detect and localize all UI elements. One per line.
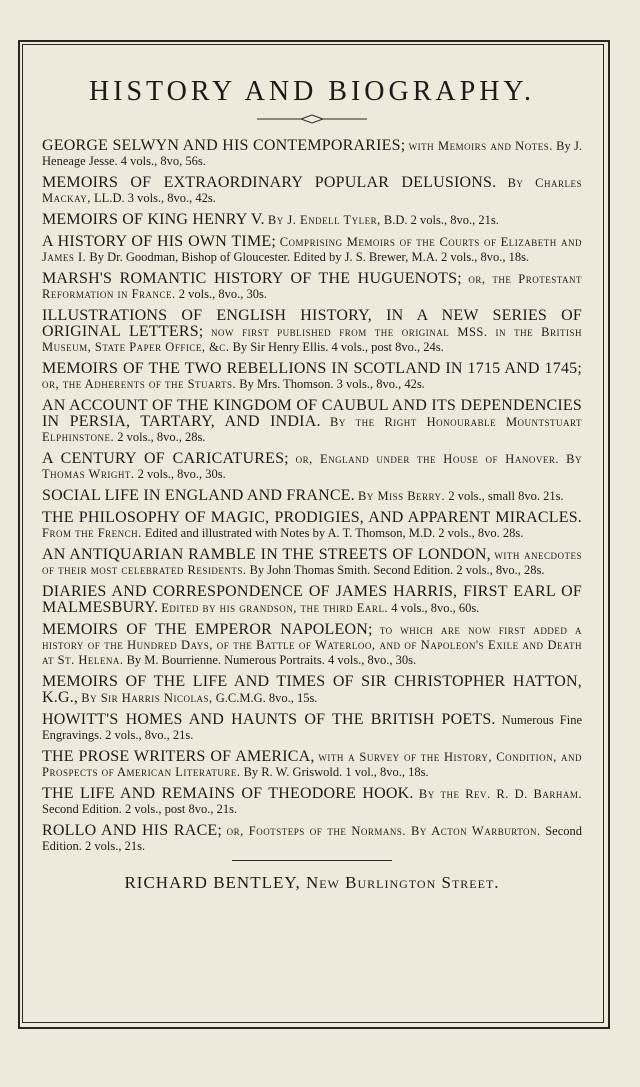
book-subtitle: now first published from the original MSS. in the British Museum, State Paper Office, &c. — [42, 325, 583, 354]
book-subtitle: Comprising Memoirs of the Courts of Elizabeth and James I. — [42, 235, 582, 264]
book-title: GEORGE SELWYN AND HIS CONTEMPORARIES; — [42, 137, 406, 154]
divider-rule — [232, 860, 392, 861]
book-details: G.C.M.G. 8vo., 15s. — [215, 691, 318, 705]
book-title: DIARIES AND CORRESPONDENCE OF JAMES HARRIS, FIRST EARL OF MALMESBURY. — [42, 583, 582, 616]
book-entry — [42, 547, 582, 578]
book-title: THE LIFE AND REMAINS OF THEODORE HOOK. — [42, 785, 414, 802]
book-title: MEMOIRS OF THE LIFE AND TIMES OF SIR CHRISTOPHER HATTON, K.G., — [42, 673, 582, 706]
book-title: THE PROSE WRITERS OF AMERICA, — [42, 748, 315, 765]
book-title: ILLUSTRATIONS OF ENGLISH HISTORY, IN A NEW SERIES OF ORIGINAL LETTERS; — [42, 307, 582, 340]
book-entry — [42, 234, 582, 265]
page-title: HISTORY AND BIOGRAPHY. — [88, 76, 536, 107]
book-title: THE PHILOSOPHY OF MAGIC, PRODIGIES, AND APPARENT MIRACLES. — [42, 509, 582, 526]
book-details: By John Thomas Smith. Second Edition. 2 vols., 8vo., 28s. — [249, 563, 545, 577]
book-subtitle: By J. Endell Tyler, — [267, 213, 381, 227]
book-details: LL.D. 3 vols., 8vo., 42s. — [94, 191, 216, 205]
book-subtitle: with a Survey of the History, Condition, and Prospects of American Literature. — [42, 750, 583, 779]
book-entry — [42, 488, 582, 504]
book-details: 2 vols., 8vo., 28s. — [117, 430, 206, 444]
publisher-name: RICHARD BENTLEY, — [124, 873, 301, 892]
book-details: By Dr. Goodman, Bishop of Gloucester. Edited by J. S. Brewer, M.A. 2 vols., 8vo., 18s. — [89, 250, 530, 264]
book-details: Second Edition. 2 vols., post 8vo., 21s. — [42, 802, 238, 816]
book-entry — [42, 622, 582, 668]
book-subtitle: By Charles Mackay, — [42, 176, 583, 205]
book-title: MEMOIRS OF EXTRAORDINARY POPULAR DELUSIONS. — [42, 174, 497, 191]
book-entry — [42, 510, 582, 541]
book-entry — [42, 138, 582, 169]
book-title: MARSH'S ROMANTIC HISTORY OF THE HUGUENOTS; — [42, 270, 462, 287]
book-entry — [42, 749, 582, 780]
publisher-line — [42, 873, 582, 893]
book-details: Edited and illustrated with Notes by A. T. Thomson, M.D. 2 vols., 8vo. 28s. — [144, 526, 524, 540]
book-details: Numerous Fine Engravings. 2 vols., 8vo., 21s. — [42, 713, 582, 742]
book-subtitle: or, the Protestant Reformation in France. — [42, 272, 582, 301]
book-subtitle: By the Right Honourable Mountstuart Elphinstone. — [42, 415, 583, 444]
book-title: HOWITT'S HOMES AND HAUNTS OF THE BRITISH POETS. — [42, 711, 496, 728]
book-title: MEMOIRS OF THE TWO REBELLIONS IN SCOTLAND IN 1715 AND 1745; — [42, 360, 582, 377]
book-details: By Mrs. Thomson. 3 vols., 8vo., 42s. — [239, 377, 425, 391]
publisher-address: New Burlington Street. — [305, 873, 500, 892]
book-entry — [42, 674, 582, 706]
book-details: By Sir Henry Ellis. 4 vols., post 8vo., 24s. — [232, 340, 444, 354]
book-details: 2 vols., small 8vo. 21s. — [448, 489, 564, 503]
book-subtitle: By Sir Harris Nicolas, — [81, 691, 213, 705]
book-entry — [42, 308, 582, 355]
book-details: By R. W. Griswold. 1 vol., 8vo., 18s. — [243, 765, 429, 779]
title-ornament — [257, 114, 367, 124]
book-details: By M. Bourrienne. Numerous Portraits. 4 vols., 8vo., 30s. — [126, 653, 417, 667]
book-title: A CENTURY OF CARICATURES; — [42, 450, 289, 467]
book-subtitle: or, the Adherents of the Stuarts. — [42, 377, 237, 391]
book-entry — [42, 712, 582, 743]
book-details: 2 vols., 8vo., 30s. — [137, 467, 226, 481]
book-details: Second Edition. 2 vols., 21s. — [42, 824, 583, 853]
book-entry — [42, 451, 582, 482]
book-title: MEMOIRS OF KING HENRY V. — [42, 211, 265, 228]
book-subtitle: Edited by his grandson, the third Earl. — [161, 601, 389, 615]
book-subtitle: to which are now first added a history of the Hundred Days, of the Battle of Waterloo, and of Napoleon's Exile and Death at St. Helena. — [42, 623, 582, 667]
book-entry — [42, 398, 582, 445]
book-details: 2 vols., 8vo., 30s. — [178, 287, 267, 301]
book-subtitle: By Miss Berry. — [358, 489, 446, 503]
book-subtitle: or, Footsteps of the Normans. By Acton Warburton. — [226, 824, 541, 838]
book-entry — [42, 584, 582, 616]
book-entry — [42, 361, 582, 392]
book-entry — [42, 786, 582, 817]
book-subtitle: From the French. — [42, 526, 142, 540]
book-details: B.D. 2 vols., 8vo., 21s. — [383, 213, 499, 227]
book-subtitle: By the Rev. R. D. Barham. — [418, 787, 583, 801]
book-title: ROLLO AND HIS RACE; — [42, 822, 223, 839]
book-list — [42, 138, 582, 854]
book-details: 4 vols., 8vo., 60s. — [391, 601, 480, 615]
book-entry — [42, 823, 582, 854]
book-title: AN ACCOUNT OF THE KINGDOM OF CAUBUL AND ITS DEPENDENCIES IN PERSIA, TARTARY, AND INDIA. — [42, 397, 582, 430]
book-title: SOCIAL LIFE IN ENGLAND AND FRANCE. — [42, 487, 355, 504]
book-title: A HISTORY OF HIS OWN TIME; — [42, 233, 277, 250]
book-subtitle: with anecdotes of their most celebrated Residents. — [42, 548, 582, 577]
book-title: AN ANTIQUARIAN RAMBLE IN THE STREETS OF LONDON, — [42, 546, 491, 563]
book-title: MEMOIRS OF THE EMPEROR NAPOLEON; — [42, 621, 373, 638]
book-entry — [42, 175, 582, 206]
book-subtitle: or, England under the House of Hanover. By Thomas Wright. — [42, 452, 583, 481]
book-details: By J. Heneage Jesse. 4 vols., 8vo, 56s. — [42, 139, 583, 168]
book-subtitle: with Memoirs and Notes. — [408, 139, 553, 153]
book-entry — [42, 271, 582, 302]
book-entry — [42, 212, 582, 228]
catalogue-page — [42, 70, 582, 893]
